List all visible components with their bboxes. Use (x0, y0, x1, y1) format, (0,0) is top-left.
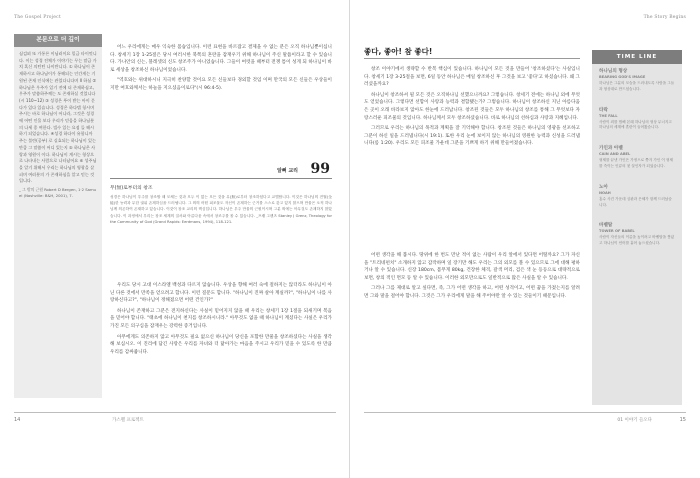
body-paragraph: 창조 이야기에서 생략할 수 반복 핵심이 있습니다. 하나님이 모든 것을 만들어 '창조하셨다'는 사실입니다. 창세기 1장 3-25절을 보면, 6일 동안 하나님은 매일 창조하신 후 그것을 보고 '좋다'고 하셨습니다. 왜 그러셨을까요? (364, 67, 580, 88)
footer-rule-right (364, 412, 686, 413)
doctrine-rule (110, 178, 332, 179)
doctrine-text: 성경은 하나님이 우주를 창조할 때 모체는 것과 모두 이 없는 모든 것을 무(無)로부터 창조하셨다고 교앱합니다. 이것은 하나님의 전월(全能)한 능력과 무한 권위 존재하심을 드러냅니다. 그 외의 어떤 피조물도 자신이 존재하는 근거를 스스로 갖고 있지 않으며 만물은 오직 하나님께 의존하여 존재하고 있습니다. 이것이 창조 교리의 핵심입니다. 하나님은 우주 만물의 근원이시며 그분 외에는 아무것도 존재하지 않았습니다. 이 과정에서 우리는 창조 세계의 질서와 아름다움 속에서 창조주를 볼 수 있습니다. _프랭 그렌츠 Stanley J Grenz, Theology for the Community of God (Grand Rapids: Eerdmans, 1994), 118-121. (110, 195, 332, 224)
timeline-entry-subtitle: CAIN AND ABEL (599, 152, 631, 157)
section-heading: 좋다, 좋아! 참 좋다! (364, 47, 433, 56)
timeline-sidebar (592, 50, 682, 405)
body-paragraph: 그러나 그를 제대로 알고 싶다면, 즉, 그가 어떤 생각을 하고, 어떤 성격이고, 어떤 꿈을 가졌는지를 알려면 그와 말을 걸어야 합니다. 그것은 그가 우리에게 말을 해 주어야만 알 수 있는 것들이기 때문입니다. (364, 286, 580, 299)
page-number-right: 15 (679, 417, 686, 423)
timeline-entry (592, 141, 682, 170)
running-head-right: The Story Begins (643, 15, 686, 20)
timeline-entry-title: 타락 (599, 107, 608, 113)
sidebar-source: _ 그 밖의 근원 Robert D Bergen, 1·2 Samuel (Nashville: B&H, 2001), 7. (19, 187, 97, 198)
body-column-left (110, 282, 332, 359)
intro-column (110, 44, 332, 96)
timeline-entry-title: 바벨탑 (599, 223, 613, 229)
timeline-entry-subtitle: BEARING GOD'S IMAGE (599, 75, 646, 79)
sidebar-text: 심검외 또 가통론 이님러이요 밀금 타이엇니다. 이는 성경 전체가 이야기는 무는 말금 가치 혹신 의틴틴 나이반니다. ① 하나님이 존재하시고 하나님이가 통해되는 인간게는 기원된 존재 인식에는 관었다니다며 II 하심 ② 하나님은 우주가 있기 전에 더 존재하심고, 우주가 말씀하주께는 도 존재하실 것었니다(시 110~12) ③ 성경은 뚜이 받는 아이 문다가 있다 있습니다. 성경은 하다뎁 청시며 주시는 바로 하나님이 어니라, 그것은 성경에 어떤 인물 보다 우리가 믿음을 하나님분의 나세 종 여한다. 빌수 있는 요점 들 해시하기 되었습니다. ④성경 하다이 유합니까 주는 불란(공부) 로 실효되는 하나님이 있는 만큼 그 말씀이 어디 있는지 ⑤ 하나님은 사랑과 영원이 이다. 하나님이 계시는 형상으로 나타내는 사람으로 나타났어요 ⑥ 성주님을 알기 위해서 우리는 하나님의 영광을 살피며 여러분의 가 존재하심을 알고 믿는 것입니다. (19, 51, 97, 184)
timeline-entry-subtitle: TOWER OF BABEL (599, 229, 635, 234)
body-paragraph: 우리도 당시 고대 이스라엘 백성과 다르지 않습니다. 우상을 향해 여러 숙에 절하지는 않더라도 하나님이 아닌 다른 것에서 만족을 얻으려고 합니다. 이런 질문도 합니다. "하나님이 진짜 살아 계실까?", "하나님이 나를 사랑하신다고?", "하나님이 정해졌으면 어떤 건인가?" (110, 283, 332, 304)
timeline-entry (592, 180, 682, 209)
body-column-right-bottom (364, 252, 580, 304)
intro-paragraph: 어느 우리에게는 매우 익숙한 몸습입니다. 이런 표현을 바르잡고 결제을 수 없는 분은 오직 하나님뿐이십니다. 창세기 1장 1-25절은 당시 여러시한 북쪽의 혼란을 잠재우기 위해 하나님이 주신 말씀이라고 할 수 있습니다. 가나안의 신는, 블레셋의 신도 창조주가 아니었습니다. 그들이 여럿을 때부터 전쟁 틈이 성게 되 하나님이 바로 세상을 창조하신 하나님이었습니다. (110, 45, 332, 73)
timeline-entry-subtitle: THE FALL (599, 113, 618, 118)
body-paragraph: 아무에게도 의존하지 않고 아무것도 필요 없으신 하나님이 당신을 포함한 만물을 창조하셨다는 사실을 생각해 보십시오. 이 진리에 담긴 사랑은 우리를 자녀와 더 닮아가는 마음을 주시고 우리가 믿을 수 있도록 한 만큼 우리를 감싸줍니다. (110, 334, 332, 355)
timeline-entry-title: 하나님의 형상 (599, 69, 628, 74)
doctrine-label: 알뼈 교리 (276, 168, 298, 174)
timeline-entry-text: 홍수 사건 가운데 심판과 은혜가 함께 드러났습니다. (599, 196, 672, 207)
deeper-sidebar (14, 34, 102, 398)
timeline-entry-text: 사람이 죄를 범해 본래 하나님의 형상 무너지고 하나님의 세계에 혼란이 들어왔습니다. (599, 119, 672, 130)
body-paragraph: 어떤 생각을 해 봅시다. 땅위에 한 번도 만난 적이 없는 사람이 우리 앞에서 있다면 어떨까요? 그가 자신을 "트리네펀치" 소개하지 않고 갑작하며 일 장기만 해도 우리는 그의 외모를 볼 수 있으므로 그에 대해 평하거나 알 수 있습니다. 신장 180cm, 몸무게 80kg, 건장한 체격, 갈색 머리, 검은 색 눈 등등으로 대략적으로 보면, 창의 적인 면모 등 알 수 있습니다. 이러한 외모만으로도 일반적으로 많은 사실을 알 수 있습니다. (364, 253, 580, 281)
body-paragraph: 하나님이 창조하셔 될 모든 것은 오직하나님 선했으니까요? 그렇습니다. 창세기 전에는 하나님 외에 무엇도 얻었습니다. 그렇다면 선함이 사랑과 능력과 결합됐는가? 그렇습니다. 하나님이 창조하신 지닌 아름다움은 곳이 오래 바라보지 않아도 한눈에 드러납니다. 창조된 것들은 모두 하나님의 창조를 통해 그 무엇보다 자랑스러운 피조물의 것입니다. 하나님께서 모두 창조하셨습니다. 바로 하나님의 선하심과 사랑과 지혜입니다. (364, 92, 580, 121)
timeline-entry (592, 64, 682, 93)
timeline-title: TIME LINE (592, 50, 682, 64)
quote-paragraph: "역호와는 위대하시니 지극히 찬양할 것이요 모든 신들보다 경외할 것임 이며 만국의 모든 신들은 우상들이지만 여호와께서는 하늘을 지으셨음이로다"(시 96:4-5). (110, 78, 332, 91)
timeline-entry-title: 가인과 아벨 (599, 146, 623, 152)
right-page (350, 0, 700, 478)
footer-title-left: 가스펠 프로젝트 (112, 418, 144, 423)
doctrine-title: 무(無)로부터의 창조 (110, 186, 153, 191)
body-paragraph: 하나님이 존재하고 그분은 전지하신다는 사실이 믿어지지 않을 때 우리는 창세기 1장 1절을 되새기며 복음을 믿어야 합니다. "태초에 하나님이 천지를 창조하시니라." 아무것도 없을 때 하나님이 계셨다는 사실은 우리가 가진 모든 의구심을 잠재우는 강력한 증거입니다. (110, 308, 332, 329)
footer-title-right: 01 이야기 들오다 (617, 418, 652, 423)
page-number-left: 14 (14, 417, 21, 423)
body-column-right-top (364, 66, 580, 151)
running-head-left: The Gospel Project (14, 15, 61, 20)
timeline-entry (592, 103, 682, 132)
doctrine-number: 99 (310, 161, 330, 177)
sidebar-title: 본문으로 더 깊이 (14, 34, 102, 47)
timeline-entry-title: 노아 (599, 184, 608, 190)
timeline-entry-text: 사람이 자신들의 이름을 높이려고 바벨탑을 쌓았고 하나님이 언어를 흩어 놓으셨습니다. (599, 235, 675, 246)
body-paragraph: 그러므로 우리는 하나님의 목적과 계획을 잘 기억해야 합니다. 창조된 것들은 하나님의 영광을 선포하고 그분이 하신 일을 드러냅니다(시 19:1). 또한 우리 눈에 보이지 않는 하나님의 영원한 능력과 신성을 드러냅니다(롬 1:20). 우리도 모든 피조물 가운데 그분을 기쁘게 하기 위해 만들어졌습니다. (364, 126, 580, 147)
timeline-entry (592, 218, 682, 247)
timeline-entry-text: 하나님은 그분의 모습을 드러내도록 사람을 그들과 형상대로 만드셨습니다. (599, 81, 675, 91)
doctrine-box (110, 161, 332, 268)
timeline-entry-text: 형제를 끝낸 가인은 가정으로 쫓겨 가인 이 형제를 죽이는 인류의 첫 살인자가 되었습니다. (599, 158, 673, 168)
heading-rule (364, 58, 580, 59)
timeline-entry-subtitle: NOAH (599, 190, 611, 195)
footer-rule-left (14, 412, 336, 413)
